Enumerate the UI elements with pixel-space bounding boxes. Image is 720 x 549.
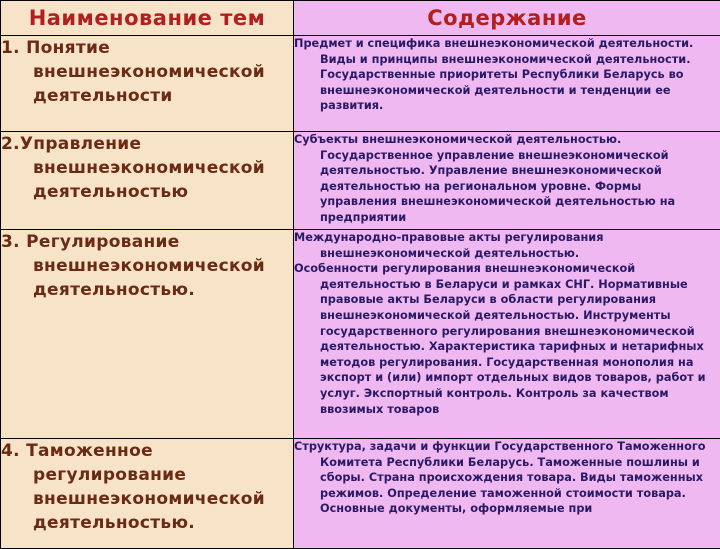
header-row	[1, 1, 720, 36]
content-text: Международно-правовые акты регулирования внешнеэкономической деятельностью.	[294, 230, 720, 261]
table-row	[1, 230, 720, 439]
column-header-topic: Наименование тем	[1, 1, 294, 36]
table-row	[1, 132, 720, 230]
topic-title: 3. Регулирование внешнеэкономической деятельностью.	[1, 230, 293, 302]
content-cell	[294, 36, 720, 132]
content-text: Субъекты внешнеэкономической деятельностью. Государственное управление внешнеэкономической деятельностью. Управление внешнеэкономической деятельностью на региональном уровне. Формы управления внешнеэкономической деятельностью на предприятии	[294, 132, 720, 226]
content-cell	[294, 132, 720, 230]
topic-title: 1. Понятие внешнеэкономической деятельности	[1, 36, 293, 108]
content-text: Особенности регулирования внешнеэкономической деятельностью в Беларуси и рамках СНГ. Нормативные правовые акты Беларуси в области регулирования внешнеэкономической деятельностью. Инструменты государственного регулирования внешнеэкономической деятельностью. Характеристика тарифных и нетарифных методов регулирования. Государственная монополия на экспорт и (или) импорт отдельных видов товаров, работ и услуг. Экспортный контроль. Контроль за качеством ввозимых товаров	[294, 261, 720, 417]
topic-cell	[1, 439, 294, 549]
topic-cell	[1, 230, 294, 439]
topic-title: 2.Управление внешнеэкономической деятельностью	[1, 132, 293, 204]
content-text: Предмет и специфика внешнеэкономической деятельности. Виды и принципы внешнеэкономической деятельности. Государственные приоритеты Республики Беларусь во внешнеэкономической деятельности и тенденции ее развития.	[294, 36, 720, 114]
column-header-content: Содержание	[294, 1, 720, 36]
content-cell	[294, 439, 720, 549]
content-cell	[294, 230, 720, 439]
topic-title: 4. Таможенное регулирование внешнеэкономической деятельностью.	[1, 439, 293, 535]
topic-cell	[1, 132, 294, 230]
topic-cell	[1, 36, 294, 132]
table-row	[1, 439, 720, 549]
content-text: Структура, задачи и функции Государственного Таможенного Комитета Республики Беларусь. Таможенные пошлины и сборы. Страна происхождения товара. Виды таможенных режимов. Определение таможенной стоимости товара. Основные документы, оформляемые при	[294, 439, 720, 517]
table-row	[1, 36, 720, 132]
